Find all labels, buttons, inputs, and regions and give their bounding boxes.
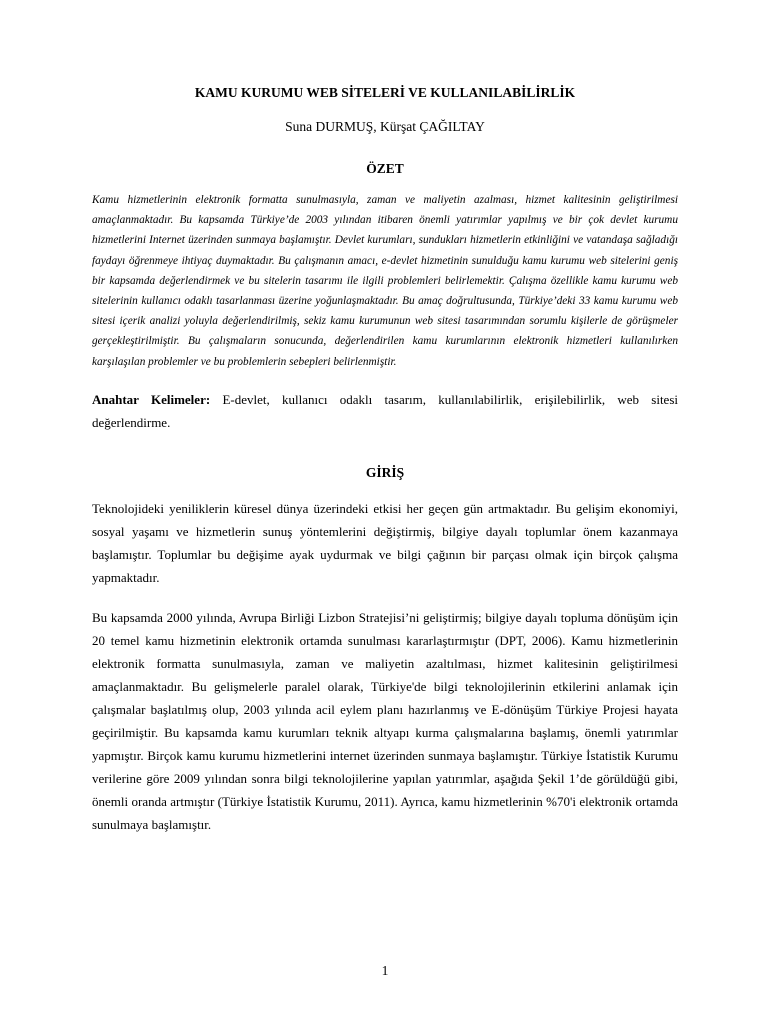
introduction-heading: GİRİŞ bbox=[365, 464, 405, 480]
keywords-label: Anahtar Kelimeler: bbox=[92, 391, 211, 407]
paper-page bbox=[92, 84, 678, 837]
keywords-paragraph bbox=[92, 388, 678, 434]
intro-paragraph-1: Teknolojideki yeniliklerin küresel dünya üzerindeki etkisi her geçen gün artmaktadır. Bu gelişim ekonomiyi, sosyal yaşamı ve hizmetlerin sunuş yöntemlerini değiştirmiş, bilgiye dayalı toplumlar önem kazanmaya başlamıştır. Toplumlar bu değişime ayak uydurmak ve bilgi çağının bir parçası olmak için birçok çalışma yapmaktadır. bbox=[92, 500, 678, 585]
abstract-text: Kamu hizmetlerinin elektronik formatta sunulmasıyla, zaman ve maliyetin azalması, hizmet kalitesinin geliştirilmesi amaçlanmaktadır. Bu kapsamda Türkiye’de 2003 yılından itibaren önemli yatırımlar yapılmış ve bir çok devlet kurumu hizmetlerini Internet üzerinden sunmaya başlamıştır. Devlet kurumları, sundukları hizmetlerin etkinliğini ve vatandaşa sağladığı faydayı öğrenmeye ihtiyaç duymaktadır. Bu çalışmanın amacı, e-devlet hizmetinin sunulduğu kamu kurumu web sitelerini geniş bir kapsamda değerlendirmek ve bu sitelerin tasarımı ile ilgili problemleri belirlemektir. Çalışma özellikle kamu kurumu web sitelerinin kullanıcı odaklı tasarlanması üzerine yoğunlaşmaktadır. Bu amaç doğrultusunda, Türkiye’deki 33 kamu kurumu web sitesi içerik analizi yoluyla değerlendirilmiş, sekiz kamu kurumunun web sitesi tasarımından sorumlu kişilerle de görüşmeler gerçekleştirilmiştir. Bu çalışmaların sonucunda, değerlendirilen kamu kurumlarının elektronik hizmetleri kullanılırken karşılaşılan problemler ve bu problemlerin sebepleri belirlenmiştir. bbox=[92, 194, 678, 368]
intro-paragraph-2: Bu kapsamda 2000 yılında, Avrupa Birliği Lizbon Stratejisi’ni geliştirmiş; bilgiye dayalı topluma dönüşüm için 20 temel kamu hizmetinin elektronik ortamda sunulması kararlaştırmıştır (DPT, 2006). Kamu hizmetlerinin elektronik formatta sunulmasıyla, zaman ve maliyetin azaltılması, hizmet kalitesinin geliştirilmesi amaçlanmaktadır. Bu gelişmelerle paralel olarak, Türkiye'de bilgi teknolojilerinin etkilerini anlamak için çalışmalar başlatılmış olup, 2003 yılında acil eylem planı hazırlanmış ve E-dönüşüm Türkiye Projesi hayata geçirilmiştir. Bu kapsamda kamu kurumları teknik altyapı kurma çalışmalarına başlamış, önemli yatırımlar yapmıştır. Birçok kamu kurumu hizmetlerini internet üzerinden sunmaya başlamıştır. Türkiye İstatistik Kurumu verilerine göre 2009 yılından sonra bilgi teknolojilerine yapılan yatırımlar, aşağıda Şekil 1’de görüldüğü gibi, önemli oranda artmıştır (Türkiye İstatistik Kurumu, 2011). Ayrıca, kamu hizmetlerinin %70'i elektronik ortamda sunulmaya başlamıştır. bbox=[92, 610, 678, 832]
abstract-heading: ÖZET bbox=[366, 161, 404, 176]
author-list: Suna DURMUŞ, Kürşat ÇAĞILTAY bbox=[285, 119, 485, 134]
page-number: 1 bbox=[381, 963, 389, 978]
paper-title: KAMU KURUMU WEB SİTELERİ VE KULLANILABİLİRLİK bbox=[194, 85, 576, 100]
keywords-text: E-devlet, kullanıcı odaklı tasarım, kullanılabilirlik, erişilebilirlik, web sitesi değerlendirme. bbox=[92, 391, 678, 430]
